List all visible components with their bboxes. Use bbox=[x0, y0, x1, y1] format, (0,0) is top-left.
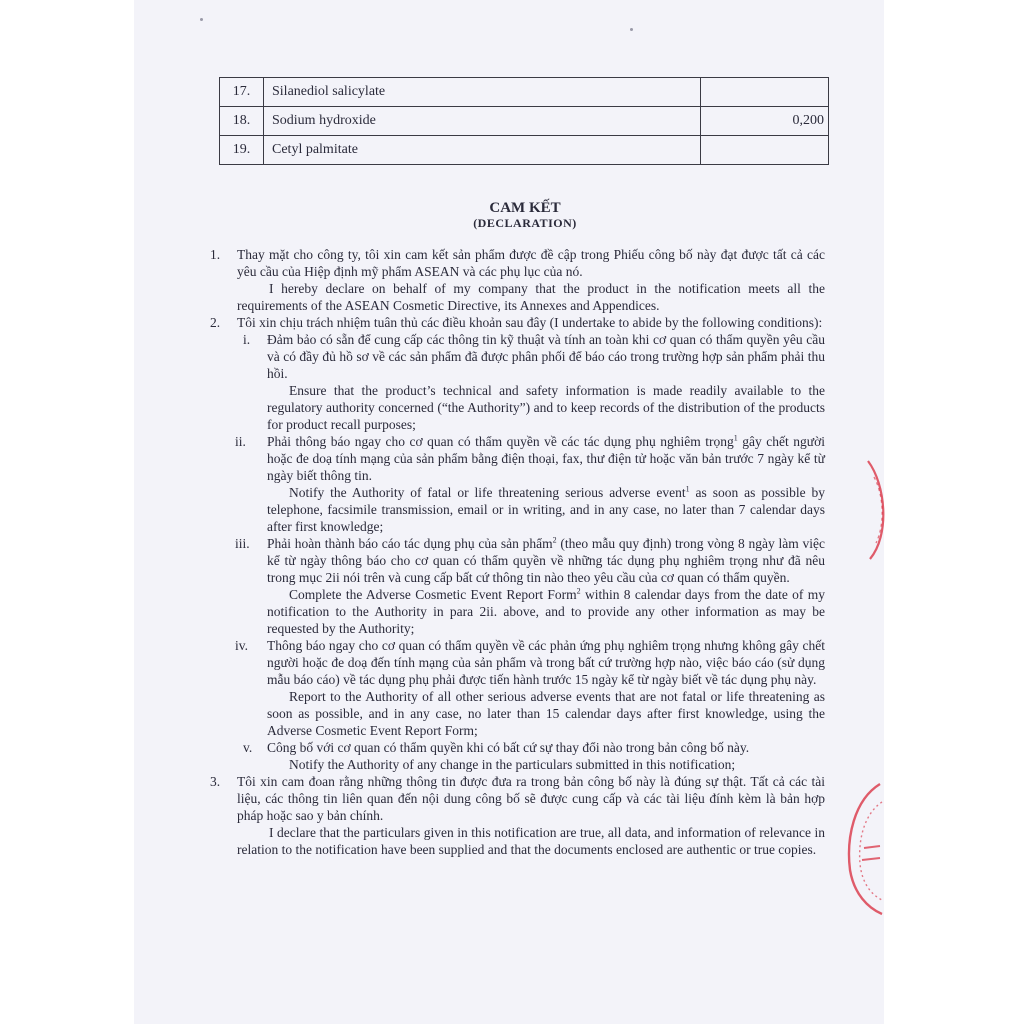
clause-1-en: I hereby declare on behalf of my company that the product in the notification meets all the requirements of the ASEAN Cosmetic Directive, its Annexes and Appendices. bbox=[237, 281, 825, 313]
row-number: 19. bbox=[220, 136, 264, 165]
subclause-v-en: Notify the Authority of any change in the particulars submitted in this notification; bbox=[289, 757, 736, 772]
subclause-ii-en bbox=[225, 484, 825, 535]
subclause-text: Đảm bảo có sẵn để cung cấp các thông tin kỹ thuật và tính an toàn khi cơ quan có thẩm quyền yêu cầu và có đầy đủ hồ sơ về các sản phẩm đã được phân phối để báo cáo trong trường hợp sản phẩm phải thu hồi. bbox=[267, 332, 825, 381]
subclause-number: iv. bbox=[235, 638, 248, 653]
clause-2-vi bbox=[210, 314, 825, 331]
scan-speck bbox=[200, 18, 203, 21]
subclause-text: gây chết người hoặc đe doạ tính mạng của sản phẩm bằng điện thoại, fax, thư điện tử hoặc văn bản trước 7 ngày kể từ ngày biết thông tin. bbox=[267, 434, 825, 483]
row-number: 17. bbox=[220, 78, 264, 107]
table-row bbox=[220, 107, 829, 136]
row-number: 18. bbox=[220, 107, 264, 136]
clause-number: 1. bbox=[210, 247, 221, 262]
clause-number: 2. bbox=[210, 315, 221, 330]
subclause-iv-en: Report to the Authority of all other serious adverse events that are not fatal or life threatening as soon as possible, and in any case, no later than 15 calendar days after first knowledge, using the Adverse Cosmetic Event Report Form; bbox=[267, 689, 825, 738]
declaration-body bbox=[210, 246, 825, 858]
footnote-marker: 2 bbox=[552, 535, 557, 545]
clause-text: Tôi xin cam đoan rằng những thông tin được đưa ra trong bản công bố này là đúng sự thật. Tất cả các tài liệu, các thông tin liên quan đến nội dung công bố sẽ được cung cấp và các tài liệu đính kèm là bản hợp pháp hoặc sao y bản chính. bbox=[237, 774, 825, 823]
subclause-iii-vi bbox=[225, 535, 825, 586]
subclause-text: (theo mẫu quy định) trong vòng 8 ngày làm việc kể từ ngày thông báo cho cơ quan có thẩm quyền về những tác dụng phụ nghiêm trọng như đã nêu trong mục 2ii nói trên và cung cấp bất cứ thông tin nào theo yêu cầu của cơ quan có thẩm quyền. bbox=[267, 536, 825, 585]
clause-3-en: I declare that the particulars given in this notification are true, all data, and information of relevance in relation to the notification have been supplied and that the documents enclosed are authentic or true copies. bbox=[237, 825, 825, 857]
clause-text: Tôi xin chịu trách nhiệm tuân thủ các điều khoản sau đây (I undertake to abide by the following conditions): bbox=[237, 315, 823, 330]
ingredient-name: Sodium hydroxide bbox=[264, 107, 701, 136]
clause-number: 3. bbox=[210, 774, 221, 789]
subclause-v-vi bbox=[225, 739, 825, 756]
clause-text: Thay mặt cho công ty, tôi xin cam kết sản phẩm được đề cập trong Phiếu công bố này đạt được tất cả các yêu cầu của Hiệp định mỹ phẩm ASEAN và các phụ lục của nó. bbox=[237, 247, 825, 279]
declaration-title: CAM KẾT bbox=[489, 200, 561, 216]
ingredient-value bbox=[701, 136, 829, 165]
red-seal-top-fragment bbox=[862, 455, 892, 565]
scan-speck bbox=[630, 28, 633, 31]
subclause-text: Công bố với cơ quan có thẩm quyền khi có bất cứ sự thay đổi nào trong bản công bố này. bbox=[267, 740, 750, 755]
subclause-number: ii. bbox=[235, 434, 246, 449]
red-seal-bottom-fragment bbox=[836, 778, 886, 918]
clause-1-vi bbox=[210, 246, 825, 280]
subclause-text: Complete the Adverse Cosmetic Event Report Form bbox=[289, 587, 577, 602]
subclause-number: iii. bbox=[235, 536, 250, 551]
subclause-i-vi bbox=[225, 331, 825, 382]
subclause-number: v. bbox=[243, 740, 253, 755]
declaration-subtitle: (DECLARATION) bbox=[473, 216, 577, 230]
footnote-marker: 1 bbox=[685, 484, 690, 494]
footnote-marker: 2 bbox=[576, 586, 581, 596]
ingredient-value bbox=[701, 78, 829, 107]
footnote-marker: 1 bbox=[733, 433, 738, 443]
subclause-text: as soon as possible by telephone, facsimile transmission, email or in writing, and in any case, no later than 7 calendar days after first knowledge; bbox=[267, 485, 825, 534]
subclause-text: Thông báo ngay cho cơ quan có thẩm quyền về các phản ứng phụ nghiêm trọng nhưng không gây chết người hoặc đe doạ đến tính mạng của sản phẩm và trong bất cứ trường hợp nào, việc báo cáo (sử dụng mẫu báo cáo) về tác dụng phụ phải được tiến hành trước 15 ngày kể từ ngày biết về tác dụng phụ này. bbox=[267, 638, 825, 687]
subclause-iv-vi bbox=[225, 637, 825, 688]
table-row bbox=[220, 78, 829, 107]
clause-3-vi bbox=[210, 773, 825, 824]
subclause-text: Phải thông báo ngay cho cơ quan có thẩm quyền về các tác dụng phụ nghiêm trọng bbox=[267, 434, 734, 449]
ingredient-name: Cetyl palmitate bbox=[264, 136, 701, 165]
subclause-i-en: Ensure that the product’s technical and safety information is made readily available to the regulatory authority concerned (“the Authority”) and to keep records of the distribution of the products for product recall purposes; bbox=[267, 383, 825, 432]
subclause-text: within 8 calendar days from the date of my notification to the Authority in para 2ii. above, and to provide any other information as may be requested by the Authority; bbox=[267, 587, 825, 636]
table-row bbox=[220, 136, 829, 165]
ingredient-name: Silanediol salicylate bbox=[264, 78, 701, 107]
ingredients-table bbox=[219, 77, 829, 165]
subclause-iii-en bbox=[225, 586, 825, 637]
ingredient-value: 0,200 bbox=[701, 107, 829, 136]
subclause-text: Notify the Authority of fatal or life threatening serious adverse event bbox=[289, 485, 686, 500]
subclause-ii-vi bbox=[225, 433, 825, 484]
subclause-text: Phải hoàn thành báo cáo tác dụng phụ của sản phẩm bbox=[267, 536, 553, 551]
subclause-number: i. bbox=[243, 332, 251, 347]
